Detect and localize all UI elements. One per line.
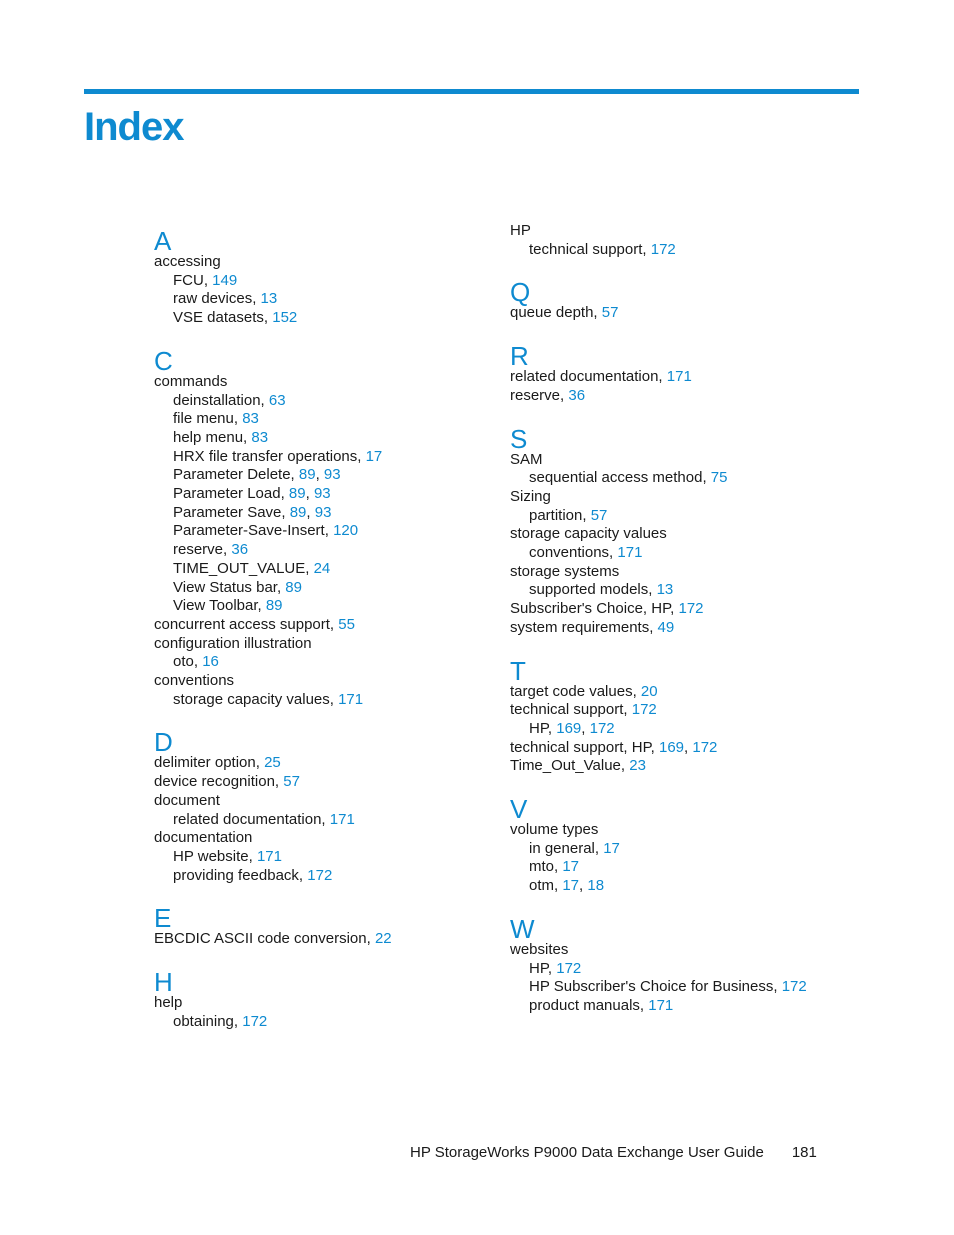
entry-text: deinstallation, [173, 391, 269, 409]
index-section [510, 913, 850, 1016]
index-section [154, 726, 484, 885]
index-entry [510, 368, 850, 387]
entry-text: reserve, [510, 386, 569, 404]
entry-text: volume types [510, 821, 599, 839]
index-entry [510, 387, 850, 406]
index-subentry [154, 653, 484, 672]
index-column-right [510, 222, 850, 1033]
index-entry [510, 941, 850, 960]
entry-text: supported models, [529, 581, 657, 599]
index-subentry [154, 1013, 484, 1032]
entry-text: HP Subscriber's Choice for Business, [529, 978, 782, 996]
entry-text: HP, [529, 959, 557, 977]
page-link[interactable]: 36 [568, 386, 586, 404]
entry-text: HP website, [173, 847, 257, 865]
index-entry [510, 222, 850, 241]
index-entry [154, 930, 484, 949]
entry-text: storage capacity values [510, 525, 667, 543]
page-link[interactable]: 171 [256, 847, 282, 865]
footer-page-number: 181 [791, 1144, 817, 1161]
entry-text: documentation [154, 829, 253, 847]
page-link[interactable]: 172 [692, 738, 718, 756]
index-subentry: otm, 17, 18 [529, 877, 605, 895]
entry-text: reserve, [173, 541, 232, 559]
index-subentry [154, 290, 484, 309]
index-entry [510, 701, 850, 720]
page-link[interactable]: 172 [307, 866, 333, 884]
index-subentry [510, 469, 850, 488]
entry-text: TIME_OUT_VALUE, [173, 559, 314, 577]
page-link[interactable]: 20 [640, 682, 658, 700]
entry-text: product manuals, [529, 996, 649, 1014]
page-link[interactable]: 120 [333, 522, 359, 540]
entry-text: device recognition, [154, 773, 284, 791]
entry-text: SAM [510, 450, 543, 468]
index-subentry [154, 429, 484, 448]
page-link[interactable]: 169 [658, 738, 685, 756]
entry-text: storage systems [510, 562, 620, 580]
entry-text: obtaining, [173, 1012, 243, 1030]
page-link[interactable]: 57 [601, 304, 619, 322]
index-entry [154, 994, 484, 1013]
index-subentry [154, 560, 484, 579]
entry-text: delimiter option, [154, 754, 265, 772]
index-section [154, 225, 484, 328]
page-link[interactable]: 172 [650, 240, 676, 258]
page-link[interactable]: 16 [202, 653, 219, 671]
page-link[interactable]: 172 [589, 719, 615, 737]
entry-text: commands [154, 372, 228, 390]
index-section [510, 793, 850, 896]
index-entry [154, 773, 484, 792]
entry-text: partition, [529, 506, 591, 524]
index-entry [154, 616, 484, 635]
section-letter: H [154, 967, 173, 998]
entry-text: oto, [173, 653, 203, 671]
page-link[interactable]: 17 [365, 447, 383, 465]
entry-text: HP [510, 222, 531, 239]
index-entry [154, 253, 484, 272]
entry-text: EBCDIC ASCII code conversion, [154, 930, 375, 948]
entry-text: related documentation, [510, 368, 667, 386]
section-letter: A [154, 226, 172, 256]
entry-text: conventions [154, 672, 235, 690]
entry-text: websites [510, 940, 569, 958]
page-link[interactable]: 63 [268, 391, 286, 409]
entry-text: technical support, [529, 240, 651, 258]
index-subentry [154, 309, 484, 328]
index-subentry: Parameter Load, 89, 93 [173, 485, 331, 503]
page-link[interactable]: 171 [617, 544, 643, 562]
index-subentry [510, 581, 850, 600]
index-subentry [154, 579, 484, 598]
entry-text: configuration illustration [154, 634, 312, 652]
page-link[interactable]: 149 [212, 271, 238, 289]
index-subentry [154, 272, 484, 291]
index-section [154, 345, 484, 710]
index-section [510, 423, 850, 638]
page-link[interactable]: 172 [678, 600, 704, 618]
index-section [510, 655, 850, 777]
index-subentry [154, 597, 484, 616]
index-section [510, 276, 850, 323]
page-link[interactable]: 152 [272, 309, 298, 327]
entry-text: Sizing [510, 487, 551, 505]
page-link[interactable]: 89 [298, 466, 316, 484]
page-link[interactable]: 22 [374, 930, 392, 948]
index-section [510, 340, 850, 405]
index-entry [510, 563, 850, 582]
page-link[interactable]: 13 [656, 581, 674, 599]
page-link[interactable]: 18 [587, 877, 605, 895]
entry-text: technical support, HP, [510, 738, 659, 756]
index-subentry [154, 811, 484, 830]
index-entry [510, 757, 850, 776]
entry-text: Time_Out_Value, [510, 757, 630, 775]
entry-text: Parameter-Save-Insert, [173, 522, 334, 540]
index-entry [510, 451, 850, 470]
page-link[interactable]: 89 [285, 578, 302, 596]
index-subentry [154, 448, 484, 467]
index-subentry [510, 840, 850, 859]
title-rule [84, 89, 859, 94]
index-subentry [154, 410, 484, 429]
index-subentry [510, 241, 850, 260]
page-link[interactable]: 93 [323, 466, 341, 484]
entry-text: raw devices, [173, 290, 261, 308]
index-subentry: HP, 169, 172 [529, 719, 615, 737]
page-link[interactable]: 171 [648, 996, 674, 1014]
index-section [154, 966, 484, 1031]
index-subentry [154, 522, 484, 541]
page-link[interactable]: 89 [288, 485, 306, 503]
page-link[interactable]: 93 [313, 485, 331, 503]
entry-text: FCU, [173, 271, 213, 289]
page-link[interactable]: 17 [562, 858, 580, 876]
page-link[interactable]: 89 [265, 597, 283, 615]
index-section [510, 222, 850, 259]
section-letter: W [510, 913, 535, 944]
entry-text: HRX file transfer operations, [173, 447, 366, 465]
index-entry [154, 635, 484, 654]
page-link[interactable]: 24 [313, 559, 331, 577]
page-link[interactable]: 93 [314, 503, 332, 521]
page-footer [410, 1143, 817, 1163]
page-link[interactable]: 25 [264, 754, 281, 772]
entry-text: conventions, [529, 544, 618, 562]
page-link[interactable]: 171 [338, 690, 364, 708]
index-column-left [154, 225, 484, 1049]
page-link[interactable]: 172 [556, 959, 582, 977]
page-link[interactable]: 83 [242, 410, 259, 428]
page-link[interactable]: 57 [590, 506, 608, 524]
index-entry [510, 821, 850, 840]
section-letter: E [154, 903, 172, 934]
entry-text: Parameter Delete, [173, 466, 299, 484]
page-link[interactable]: 169 [556, 719, 582, 737]
page-link[interactable]: 49 [657, 618, 675, 636]
index-entry [154, 754, 484, 773]
entry-text: View Toolbar, [173, 597, 266, 615]
entry-text: providing feedback, [173, 866, 308, 884]
section-letter: T [510, 655, 526, 686]
entry-text: accessing [154, 253, 221, 270]
page-link[interactable]: 172 [242, 1012, 268, 1030]
entry-text: storage capacity values, [173, 690, 339, 708]
index-subentry [154, 691, 484, 710]
index-entry [510, 600, 850, 619]
index-entry: technical support, HP, 169, 172 [510, 738, 718, 756]
page-link[interactable]: 57 [283, 773, 300, 791]
entry-text: otm, [529, 877, 563, 895]
entry-text: help menu, [173, 428, 252, 446]
page-link[interactable]: 171 [329, 810, 355, 828]
index-section [154, 902, 484, 949]
index-subentry [510, 978, 850, 997]
page-link[interactable]: 89 [289, 503, 307, 521]
entry-text: HP, [529, 719, 557, 737]
entry-text: system requirements, [510, 618, 658, 636]
index-entry [510, 683, 850, 702]
section-letter: D [154, 727, 173, 758]
entry-text: concurrent access support, [154, 615, 339, 633]
section-letter: C [154, 345, 173, 376]
page-title: Index [84, 105, 184, 149]
entry-text: technical support, [510, 701, 632, 719]
index-subentry [510, 507, 850, 526]
page-link[interactable]: 17 [603, 839, 620, 857]
index-subentry [154, 848, 484, 867]
entry-text: help [154, 994, 183, 1012]
page-link[interactable]: 171 [666, 368, 692, 386]
index-subentry [510, 858, 850, 877]
index-entry [154, 373, 484, 392]
entry-text: Parameter Save, [173, 503, 290, 521]
footer-guide-title: HP StorageWorks P9000 Data Exchange User Guide [410, 1144, 764, 1161]
section-letter: R [510, 341, 529, 372]
page-link[interactable]: 36 [231, 541, 249, 559]
page-link[interactable]: 17 [562, 877, 580, 895]
page-link[interactable]: 55 [338, 615, 355, 633]
index-subentry [510, 997, 850, 1016]
entry-text: View Status bar, [173, 578, 286, 596]
entry-text: document [154, 791, 220, 809]
page-link[interactable]: 13 [260, 290, 278, 308]
section-letter: Q [510, 277, 531, 308]
page-link[interactable]: 83 [251, 428, 269, 446]
entry-text: VSE datasets, [173, 309, 273, 327]
index-entry [154, 792, 484, 811]
entry-text: file menu, [173, 410, 243, 428]
entry-text: Subscriber's Choice, HP, [510, 600, 679, 618]
index-entry [510, 525, 850, 544]
index-subentry: Parameter Delete, 89, 93 [173, 466, 341, 484]
page-link[interactable]: 75 [710, 469, 728, 487]
page-link[interactable]: 23 [629, 757, 646, 775]
index-entry [154, 672, 484, 691]
page-link[interactable]: 172 [781, 978, 807, 996]
index-subentry [154, 867, 484, 886]
entry-text: Parameter Load, [173, 485, 289, 503]
section-letter: S [510, 423, 528, 454]
index-subentry [154, 392, 484, 411]
index-entry [154, 829, 484, 848]
section-letter: V [510, 794, 528, 825]
index-entry [510, 619, 850, 638]
entry-text: related documentation, [173, 810, 330, 828]
index-subentry: Parameter Save, 89, 93 [173, 503, 332, 521]
index-subentry [510, 960, 850, 979]
index-subentry [510, 544, 850, 563]
entry-text: in general, [529, 839, 604, 857]
index-entry [510, 488, 850, 507]
index-subentry [154, 541, 484, 560]
entry-text: sequential access method, [529, 469, 711, 487]
entry-text: queue depth, [510, 304, 602, 322]
index-entry [510, 304, 850, 323]
entry-text: mto, [529, 858, 563, 876]
entry-text: target code values, [510, 682, 641, 700]
page-link[interactable]: 172 [631, 701, 657, 719]
